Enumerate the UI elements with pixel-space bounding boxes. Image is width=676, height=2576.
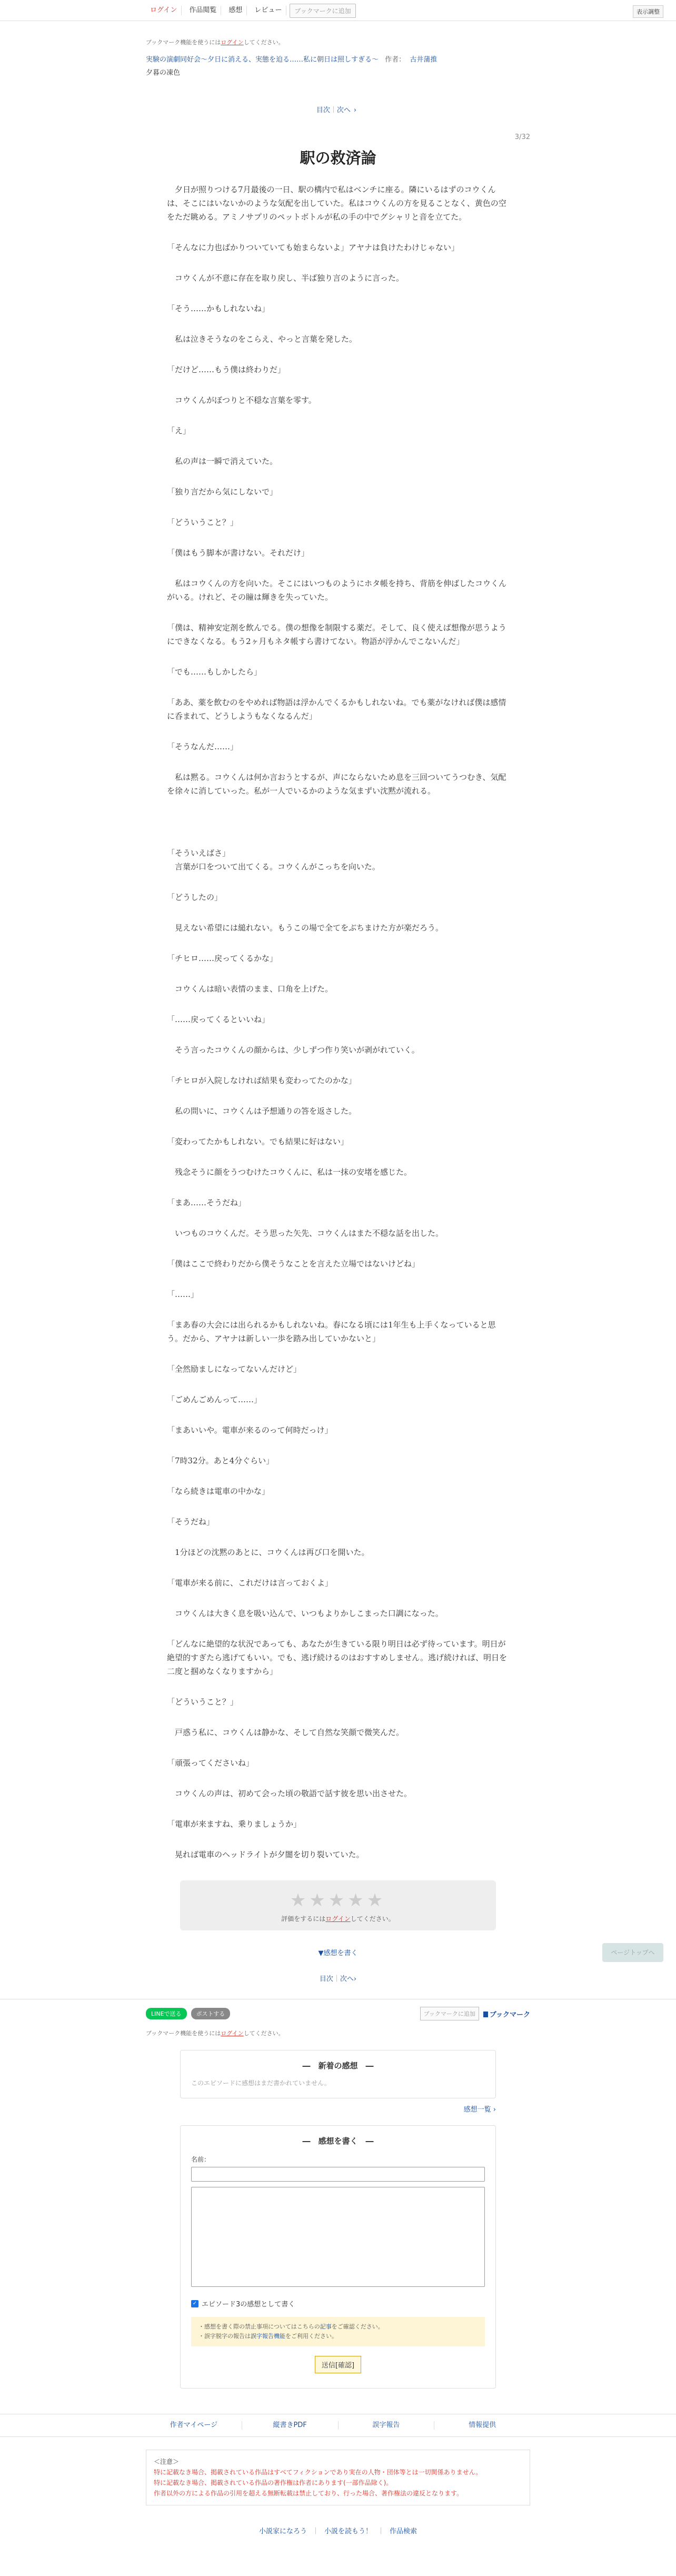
notice-login-link[interactable]: ログイン (221, 39, 244, 46)
typo-report-footer-link[interactable]: 誤字報告 (339, 2421, 435, 2430)
novel-paragraph: 言葉が口をついて出てくる。コウくんがこっちを向いた。 (167, 862, 380, 871)
works-link[interactable]: 作品閲覧 (185, 6, 221, 15)
tip-typo (198, 2332, 478, 2341)
notice-text-end: してください。 (243, 2030, 284, 2037)
novel-paragraph: 「そうなんだ……」 (167, 742, 238, 751)
reviews-tab[interactable]: レビュー (250, 6, 286, 15)
novel-paragraph: 私の問いに、コウくんは予想通りの答を返さした。 (167, 1106, 357, 1116)
novel-paragraph: 「僕は、精神安定剤を飲んでる。僕の想像を制限する薬だ。そして、良く使えば想像が思うようにできなくなる。もう2ヶ月もネタ帳すら書けてない。物語が浮かんでこないんだ」 (167, 623, 506, 646)
novel-paragraph: 「全然励ましになってないんだけど」 (167, 1364, 302, 1374)
no-impressions-text: このエピソードに感想はまだ書かれていません。 (191, 2079, 331, 2087)
tip-text-end: をご確認ください。 (331, 2323, 384, 2330)
novel-paragraph: コウくんは大きく息を吸い込んで、いつもよりかしこまった口調になった。 (167, 1609, 443, 1618)
novel-paragraph: 「ああ、薬を飲むのをやめれば物語は浮かんでくるかもしれないね。でも薬がなければ僕は感情に呑まれて、どうしようもなくなるんだ」 (167, 698, 506, 721)
novel-paragraph: 1分ほどの沈黙のあとに、コウくんは再び口を開いた。 (167, 1548, 370, 1557)
novel-paragraph: そう言ったコウくんの顔からは、少しずつ作り笑いが剥がれていく。 (167, 1045, 420, 1055)
novel-paragraph: 夕日が照りつける7月最後の一日、駅の構内で私はベンチに座る。隣にいるはずのコウくんは、そこにはいないかのような気配を出していた。私はコウくんの方を見ることなく、黄色の空をただ眺める。アミノサプリのペットボトルが私の手の中でグシャリと音を立てた。 (167, 185, 506, 222)
novel-paragraph: 私の声は一瞬で消えていた。 (167, 457, 278, 466)
rating-message (180, 1914, 496, 1923)
bookmark-add-button-2[interactable]: ブックマークに追加 (420, 2007, 479, 2020)
novel-paragraph: 「変わってたかもしれない。でも結果に好はない」 (167, 1137, 349, 1146)
rating-box (180, 1880, 496, 1930)
bookmark-add-button[interactable]: ブックマークに追加 (290, 4, 355, 18)
series-title-link[interactable]: 実験の演劇同好会〜夕日に消える、実態を迫る……私に朝日は照しすぎる〜 (146, 56, 379, 64)
author-link[interactable]: 古井蒲推 (410, 56, 438, 64)
next-chevron-icon: › (353, 1975, 357, 1983)
novel-paragraph: 「まあいいや。電車が来るのって何時だっけ」 (167, 1425, 333, 1435)
novel-paragraph: コウくんがぼつりと不穏な言葉を零す。 (167, 395, 316, 405)
footer-link-bar (0, 2414, 676, 2437)
pager-bottom: 目次｜次へ› (319, 1975, 357, 1983)
display-settings-button[interactable]: 表示調整 (633, 5, 663, 18)
impression-tips (191, 2317, 485, 2346)
novel-paragraph: コウくんは暗い表情のまま、口角を上げた。 (167, 984, 333, 994)
tip-text: ・誤字脱字の報告は (198, 2333, 251, 2340)
novel-paragraph: 「でも……もしかしたら」 (167, 667, 262, 677)
novel-paragraph: 私はコウくんの方を向いた。そこにはいつものようにホタ帳を持ち、背筋を伸ばしたコウくんがいる。けれど、その瞳は輝きを失っていた。 (167, 579, 507, 602)
share-bar (0, 1999, 676, 2020)
rating-login-link[interactable]: ログイン (325, 1915, 351, 1923)
novel-paragraph: 「どうしたの」 (167, 893, 223, 902)
novel-paragraph: 「どういうこと？」 (167, 518, 238, 527)
rating-text-end: してください。 (350, 1915, 395, 1923)
impression-textarea[interactable] (191, 2187, 485, 2287)
typo-report-link[interactable]: 誤字報告機能 (251, 2333, 285, 2340)
caution-line: 特に記載なき場合、掲載されている作品の著作権は作者にあります(一部作品除く)。 (154, 2479, 393, 2486)
line-share-button[interactable]: LINEで送る (146, 2008, 187, 2019)
author-mypage-link[interactable]: 作者マイページ (146, 2421, 242, 2430)
novel-paragraph: 「……戻ってくるといいね」 (167, 1015, 270, 1024)
toc-link-bottom[interactable]: 目次 (319, 1975, 333, 1983)
toc-link[interactable]: 目次 (316, 106, 330, 114)
novel-paragraph: 「僕はもう脚本が書けない。それだけ」 (167, 548, 310, 558)
episode-checkbox-label: エピソード3の感想として書く (202, 2301, 295, 2309)
bookmark-login-notice (146, 38, 530, 46)
novel-paragraph: 私は黙る。コウくんは何か言おうとするが、声にならないため息を三回ついてうつむき、気配を徐々に消していった。私が一人でいるかのような気まずい沈黙が流れる。 (167, 772, 506, 796)
bookmark-icon (483, 2012, 488, 2017)
novel-paragraph: 「そういえばさ」 (167, 848, 231, 858)
bottom-site-links: 小説家になろう ｜ 小説を読もう！ ｜ 作品検索 (259, 2528, 417, 2535)
tip-text-end: をご利用ください。 (285, 2333, 337, 2340)
site-header (0, 0, 676, 21)
novel-paragraph: 「まあ春の大会には出られるかもしれないね。春になる頃には1年生も上手くなっていると思う。だから、アヤナは新しい一歩を踏み出していかないと」 (167, 1320, 496, 1343)
novel-paragraph: 「そんなに力也ばかりついていても始まらないよ」アヤナは負けたわけじゃない」 (167, 243, 460, 252)
novel-paragraph: 「だけど……もう僕は終わりだ」 (167, 365, 286, 374)
pager-top: 目次｜次へ › (316, 106, 357, 114)
novel-paragraph: 「7時32分。あと4分ぐらい」 (167, 1456, 274, 1465)
next-link[interactable]: 次へ (336, 106, 351, 114)
novel-paragraph: 「チヒロ……戻ってくるかな」 (167, 954, 278, 963)
novel-paragraph: 「なら続きは電車の中かな」 (167, 1487, 270, 1496)
caution-line: 作者以外の方による作品の引用を超える無断転載は禁止しており、行った場合、著作権法の違反となります。 (154, 2490, 463, 2497)
novel-body (167, 183, 509, 1861)
name-input[interactable] (191, 2167, 485, 2182)
chapter-group-title: 夕暮の凍色 (146, 69, 181, 77)
novel-paragraph: 「僕はここで終わりだから僕そうなことを言えた立場ではないけどね」 (167, 1259, 420, 1269)
info-provide-link[interactable]: 情報提供 (469, 2421, 496, 2429)
novel-paragraph: 「……」 (167, 1290, 199, 1299)
notice-text: ブックマーク機能を使うには (146, 2030, 221, 2037)
novel-paragraph: 「まあ……そうだね」 (167, 1198, 246, 1207)
impression-form-title: ― 感想を書く ― (302, 2136, 374, 2146)
login-link[interactable]: ログイン (146, 6, 182, 15)
search-link[interactable]: 作品検索 (390, 2528, 417, 2535)
bookmark-button[interactable] (483, 2009, 530, 2019)
caution-line: 特に記載なき場合、掲載されている作品はすべてフィクションであり実在の人物・団体等とは一切関係ありません。 (154, 2469, 482, 2476)
novel-paragraph: コウくんの声は、初めて会った頃の敬語で話す彼を思い出させた。 (167, 1789, 412, 1798)
rating-text: 評価をするには (281, 1915, 326, 1923)
novel-paragraph: 「チヒロが入院しなければ結果も変わってたのかな」 (167, 1076, 356, 1085)
novel-paragraph: いつものコウくんだ。そう思った矢先、コウくんはまた不穏な話を出した。 (167, 1228, 444, 1238)
caution-box (146, 2450, 530, 2505)
novel-paragraph: 「そうだね」 (167, 1517, 215, 1527)
novel-paragraph: 「独り言だから気にしないで」 (167, 487, 278, 497)
novel-paragraph: 「え」 (167, 426, 191, 435)
page-top-button[interactable]: ページトップへ (602, 1943, 663, 1962)
novel-paragraph: 「どんなに絶望的な状況であっても、あなたが生きている限り明日は必ず待っています。明日が絶望的すぎたら逃げてもいい。でも、逃げ続けるのはおすすめしません。逃げ続ければ、明日を二度と掴めなくなりますから」 (167, 1639, 508, 1676)
rules-article-link[interactable]: 記事 (320, 2323, 332, 2330)
next-link-bottom[interactable]: 次へ (340, 1975, 354, 1983)
tip-text: ・感想を書く際の禁止事項についてはこちらの (198, 2323, 320, 2330)
series-header (146, 54, 530, 64)
impressions-tab[interactable]: 感想 (224, 6, 247, 15)
notice-login-link-2[interactable]: ログイン (221, 2030, 244, 2037)
latest-impressions-title: ― 新着の感想 ― (302, 2061, 374, 2070)
rating-stars-icon[interactable]: ★★★★★ (290, 1890, 386, 1911)
name-label: 名前： (191, 2156, 211, 2163)
post-share-button[interactable]: ポストする (191, 2008, 231, 2019)
write-impression-link[interactable]: ▼感想を書く (318, 1949, 358, 1957)
tip-rules (198, 2322, 478, 2332)
author-label: 作者： (385, 56, 406, 64)
chapter-number: 3/32 (514, 133, 530, 141)
novel-paragraph: 「電車が来る前に、これだけは言っておくよ」 (167, 1578, 333, 1588)
bookmark-label: ブックマーク (489, 2010, 530, 2019)
chapter-title: 駅の救済論 (300, 149, 376, 167)
caution-heading: ＜注意＞ (154, 2458, 180, 2465)
novel-paragraph: コウくんが不意に存在を取り戻し、半ば独り言のように言った。 (167, 273, 404, 283)
novel-paragraph: 私は泣きそうなのをこらえ、やっと言葉を発した。 (167, 334, 357, 344)
narou-link[interactable]: 小説家になろう (259, 2528, 307, 2535)
notice-text-end: してください。 (243, 39, 284, 46)
novel-paragraph: 「そう……かもしれないね」 (167, 304, 270, 313)
novel-paragraph: 「頑張ってくださいね」 (167, 1758, 254, 1768)
impressions-list-link[interactable]: 感想一覧 › (463, 2106, 496, 2114)
latest-impressions-box (180, 2050, 496, 2098)
novel-paragraph: 「ごめんごめんって……」 (167, 1395, 262, 1404)
yomou-link[interactable]: 小説を読もう！ (324, 2528, 372, 2535)
novel-paragraph: 晃れば電車のヘッドライトが夕闇を切り裂いていた。 (167, 1850, 364, 1859)
episode-checkbox-row[interactable] (191, 2298, 485, 2309)
submit-button[interactable]: 送信[確認] (315, 2356, 361, 2373)
novel-paragraph: 戸惑う私に、コウくんは静かな、そして自然な笑顔で微笑んだ。 (167, 1728, 404, 1737)
novel-paragraph: 「電車が来ますね、乗りましょうか」 (167, 1819, 302, 1829)
vertical-pdf-link[interactable]: 縦書きPDF (242, 2421, 339, 2430)
novel-paragraph: 残念そうに顔をうつむけたコウくんに、私は一抹の安堵を感じた。 (167, 1167, 412, 1177)
bookmark-login-notice-2 (146, 2029, 530, 2037)
next-chevron-icon: › (353, 106, 357, 114)
notice-text: ブックマーク機能を使うには (146, 39, 221, 46)
impression-form (180, 2125, 496, 2389)
checkbox-checked-icon[interactable]: ✓ (191, 2300, 198, 2307)
novel-paragraph: 「どういうこと？」 (167, 1697, 238, 1707)
novel-paragraph: 見えない希望には縋れない。もうこの場で全てをぶちまけた方が楽だろう。 (167, 923, 444, 933)
